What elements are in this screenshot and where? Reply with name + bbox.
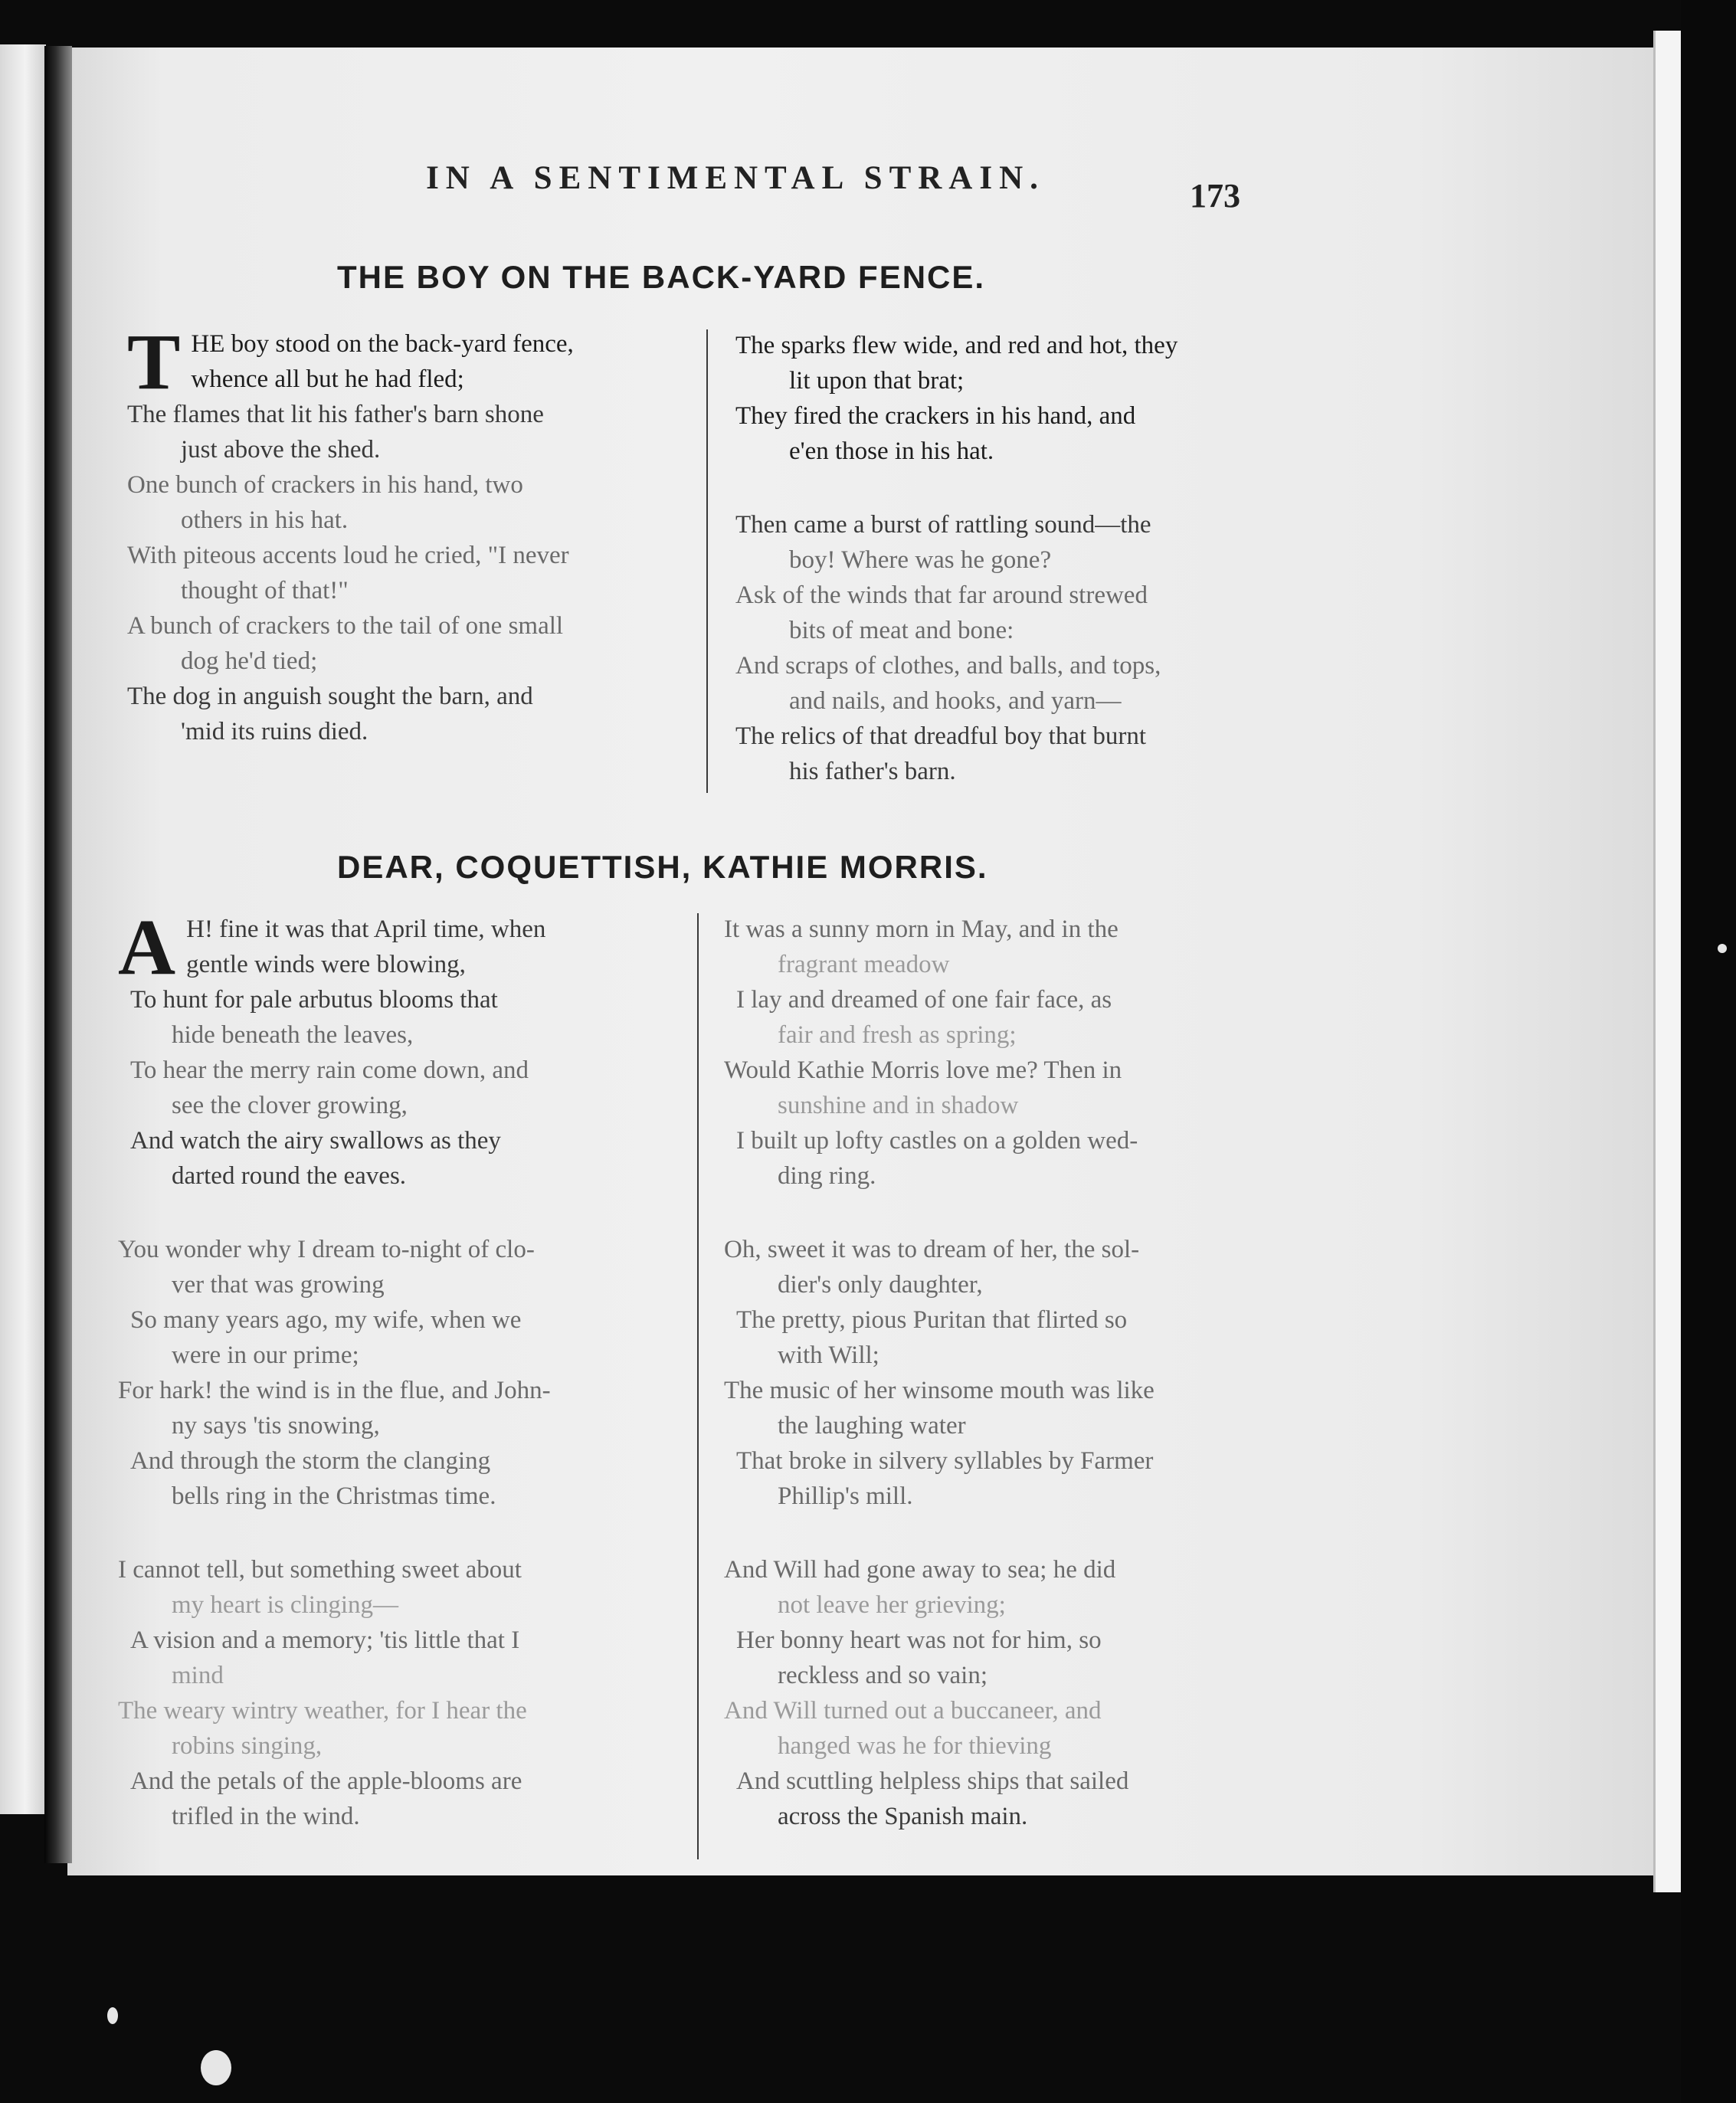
verse-line: The relics of that dreadful boy that burnt [735,722,1147,750]
page-number: 173 [1190,177,1240,215]
verse-line: One bunch of crackers in his hand, two [127,471,523,499]
drop-cap: A [118,903,176,991]
book-gutter [44,46,72,1863]
drop-cap: T [127,318,181,406]
verse-line: robins singing, [172,1732,323,1760]
verse-line: A vision and a memory; 'tis little that I [130,1626,520,1654]
verse-line: thought of that!" [181,577,349,604]
stanza [724,912,1306,1194]
verse-line: That broke in silvery syllables by Farmer [736,1447,1154,1475]
verse-line: The flames that lit his father's barn shone [127,401,544,428]
verse-line: Her bonny heart was not for him, so [736,1626,1102,1654]
poem2-left-column [118,903,681,1834]
verse-line: the laughing water [778,1412,966,1440]
verse-line: The weary wintry weather, for I hear the [118,1697,527,1725]
stanza [118,903,681,1194]
stanza [724,1232,1306,1514]
scan-speck [1718,944,1727,953]
verse-line: The sparks flew wide, and red and hot, they [735,332,1178,359]
stanza [735,328,1318,469]
verse-line: So many years ago, my wife, when we [130,1306,522,1334]
verse-line: dier's only daughter, [778,1271,983,1299]
verse-line: And Will turned out a buccaneer, and [724,1697,1102,1725]
verse-line: Then came a burst of rattling sound—the [735,511,1151,539]
stanza [724,1552,1306,1834]
verse-line: sunshine and in shadow [778,1092,1019,1119]
verse-line: Phillip's mill. [778,1482,913,1510]
verse-line: For hark! the wind is in the flue, and John- [118,1377,551,1404]
column-rule [706,329,708,793]
verse-line: lit upon that brat; [789,367,965,395]
verse-line: were in our prime; [172,1341,359,1369]
scan-speck [201,2050,231,2085]
verse-line: The dog in anguish sought the barn, and [127,683,533,710]
running-head: IN A SENTIMENTAL STRAIN. [426,160,1045,196]
verse-line: just above the shed. [181,436,381,464]
stanza [127,318,693,749]
stanza [735,507,1318,789]
verse-line: trifled in the wind. [172,1803,360,1830]
verse-line: mind [172,1662,224,1689]
verse-line: ver that was growing [172,1271,385,1299]
verse-line: The music of her winsome mouth was like [724,1377,1155,1404]
verse-line: To hunt for pale arbutus blooms that [130,986,498,1014]
verse-line: And Will had gone away to sea; he did [724,1556,1116,1584]
verse-line: his father's barn. [789,758,956,785]
page-edge-right [1653,31,1683,1892]
verse-line: with Will; [778,1341,879,1369]
verse-line: Oh, sweet it was to dream of her, the sol- [724,1236,1140,1263]
verse-line: hide beneath the leaves, [172,1021,414,1049]
poem1-right-column [735,328,1318,789]
verse-line: Ask of the winds that far around strewed [735,581,1148,609]
verse-line: see the clover growing, [172,1092,408,1119]
verse-line: fragrant meadow [778,951,950,978]
stanza [118,1552,681,1834]
verse-line: I lay and dreamed of one fair face, as [736,986,1112,1014]
verse-line: 'mid its ruins died. [181,718,368,745]
verse-line: ny says 'tis snowing, [172,1412,380,1440]
verse-line: And scraps of clothes, and balls, and tops, [735,652,1161,680]
verse-line: H! fine it was that April time, when [186,916,546,943]
verse-line: dog he'd tied; [181,647,318,675]
verse-line: I cannot tell, but something sweet about [118,1556,522,1584]
verse-line: And watch the airy swallows as they [130,1127,501,1155]
verse-line: darted round the eaves. [172,1162,407,1190]
verse-line: fair and fresh as spring; [778,1021,1017,1049]
verse-line: e'en those in his hat. [789,437,994,465]
verse-line: A bunch of crackers to the tail of one small [127,612,564,640]
verse-line: bells ring in the Christmas time. [172,1482,496,1510]
verse-line: hanged was he for thieving [778,1732,1052,1760]
poem2-right-column [724,912,1306,1834]
verse-line: bits of meat and bone: [789,617,1014,644]
verse-line: I built up lofty castles on a golden wed- [736,1127,1138,1155]
verse-line: boy! Where was he gone? [789,546,1052,574]
verse-line: And the petals of the apple-blooms are [130,1767,522,1795]
verse-line: And scuttling helpless ships that sailed [736,1767,1129,1795]
verse-line: others in his hat. [181,506,349,534]
facing-page-edge [0,44,46,1814]
verse-line: And through the storm the clanging [130,1447,491,1475]
verse-line: Would Kathie Morris love me? Then in [724,1056,1122,1084]
verse-line: not leave her grieving; [778,1591,1006,1619]
verse-line: They fired the crackers in his hand, and [735,402,1136,430]
poem-title-boy-on-fence: THE BOY ON THE BACK-YARD FENCE. [337,259,986,295]
verse-line: With piteous accents loud he cried, "I never [127,542,569,569]
poem-title-kathie-morris: DEAR, COQUETTISH, KATHIE MORRIS. [337,849,988,885]
stanza [118,1232,681,1514]
verse-line: The pretty, pious Puritan that flirted so [736,1306,1128,1334]
verse-line: gentle winds were blowing, [186,951,466,978]
verse-line: my heart is clinging— [172,1591,399,1619]
verse-line: across the Spanish main. [778,1803,1028,1830]
verse-line: and nails, and hooks, and yarn— [789,687,1122,715]
verse-line: HE boy stood on the back-yard fence, [191,330,574,358]
poem1-left-column [127,318,693,749]
scan-speck [107,2007,118,2024]
column-rule [697,913,699,1859]
verse-line: whence all but he had fled; [191,365,464,393]
verse-line: You wonder why I dream to-night of clo- [118,1236,535,1263]
verse-line: ding ring. [778,1162,876,1190]
scan-border-right [1681,0,1736,2103]
verse-line: reckless and so vain; [778,1662,988,1689]
verse-line: It was a sunny morn in May, and in the [724,916,1119,943]
verse-line: To hear the merry rain come down, and [130,1056,529,1084]
